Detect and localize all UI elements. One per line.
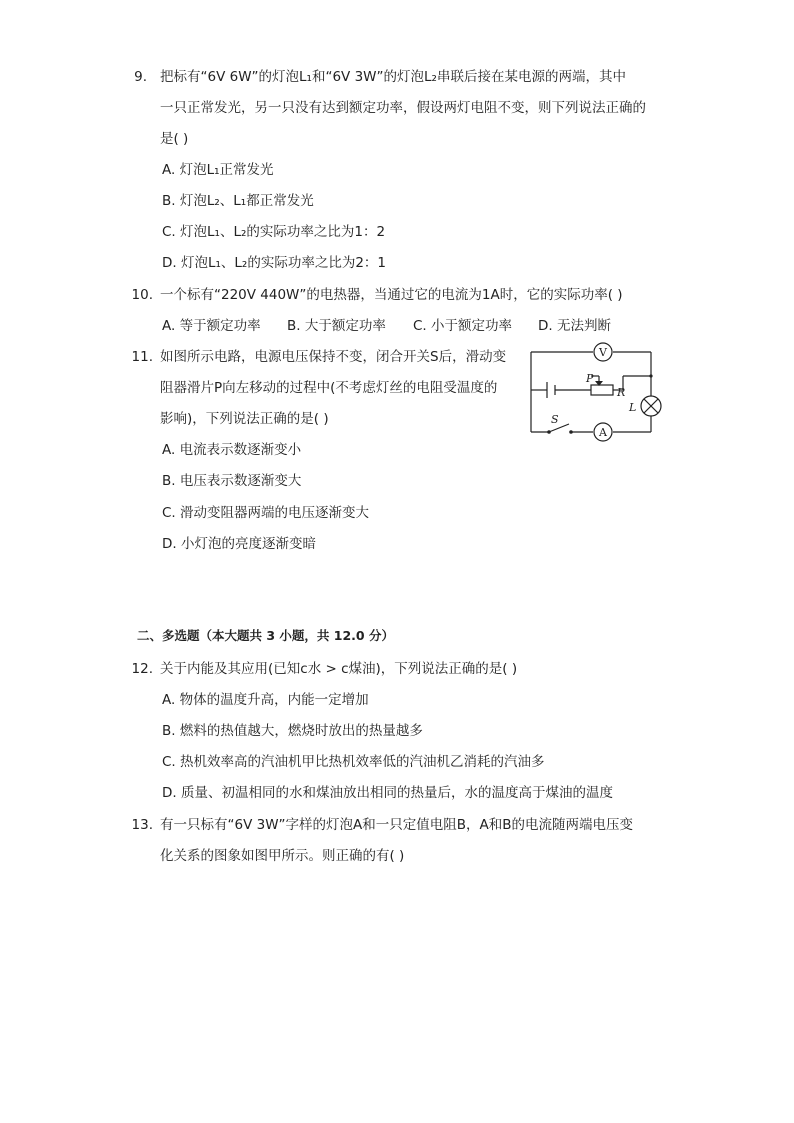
option-a[interactable]: A. 灯泡L₁正常发光 xyxy=(162,162,274,178)
question-text: 是( ) xyxy=(160,131,189,147)
question-number: 10. xyxy=(131,287,153,303)
option-b[interactable]: B. 大于额定功率 xyxy=(287,318,386,334)
question-number: 9. xyxy=(134,69,147,85)
question-text: 关于内能及其应用(已知c水 > c煤油)，下列说法正确的是( ) xyxy=(160,661,518,677)
option-d[interactable]: D. 灯泡L₁、L₂的实际功率之比为2：1 xyxy=(162,255,387,271)
question-number: 12. xyxy=(131,661,153,677)
voltmeter-label: V xyxy=(599,346,607,359)
question-number: 11. xyxy=(131,349,153,365)
question-text: 一只正常发光，另一只没有达到额定功率，假设两灯电阻不变，则下列说法正确的 xyxy=(160,100,646,116)
question-text: 有一只标有“6V 3W”字样的灯泡A和一只定值电阻B，A和B的电流随两端电压变 xyxy=(160,817,634,833)
ammeter-label: A xyxy=(599,426,607,439)
option-d[interactable]: D. 小灯泡的亮度逐渐变暗 xyxy=(162,536,316,552)
switch-label: S xyxy=(551,413,559,426)
question-text: 一个标有“220V 440W”的电热器，当通过它的电流为1A时，它的实际功率( ) xyxy=(160,287,623,303)
question-number: 13. xyxy=(131,817,153,833)
section-header: 二、多选题（本大题共 3 小题，共 12.0 分） xyxy=(137,628,394,643)
question-text: 把标有“6V 6W”的灯泡L₁和“6V 3W”的灯泡L₂串联后接在某电源的两端，其中 xyxy=(160,69,626,85)
lamp-label: L xyxy=(629,401,637,414)
option-c[interactable]: C. 灯泡L₁、L₂的实际功率之比为1：2 xyxy=(162,224,386,240)
question-text: 如图所示电路，电源电压保持不变，闭合开关S后，滑动变 xyxy=(160,349,507,365)
option-d[interactable]: D. 质量、初温相同的水和煤油放出相同的热量后，水的温度高于煤油的温度 xyxy=(162,785,613,801)
circuit-diagram xyxy=(525,340,670,445)
option-a[interactable]: A. 等于额定功率 xyxy=(162,318,261,334)
option-c[interactable]: C. 热机效率高的汽油机甲比热机效率低的汽油机乙消耗的汽油多 xyxy=(162,754,545,770)
option-c[interactable]: C. 滑动变阻器两端的电压逐渐变大 xyxy=(162,505,370,521)
option-a[interactable]: A. 电流表示数逐渐变小 xyxy=(162,442,302,458)
question-text: 阻器滑片P向左移动的过程中(不考虑灯丝的电阻受温度的 xyxy=(160,380,498,396)
option-b[interactable]: B. 燃料的热值越大，燃烧时放出的热量越多 xyxy=(162,723,423,739)
question-text: 影响)，下列说法正确的是( ) xyxy=(160,411,329,427)
slider-label: P xyxy=(586,372,594,385)
option-c[interactable]: C. 小于额定功率 xyxy=(413,318,513,334)
option-b[interactable]: B. 灯泡L₂、L₁都正常发光 xyxy=(162,193,314,209)
question-text: 化关系的图象如图甲所示。则正确的有( ) xyxy=(160,848,405,864)
rheostat-label: R xyxy=(617,386,626,399)
option-a[interactable]: A. 物体的温度升高，内能一定增加 xyxy=(162,692,369,708)
option-d[interactable]: D. 无法判断 xyxy=(538,318,611,334)
option-b[interactable]: B. 电压表示数逐渐变大 xyxy=(162,473,302,489)
